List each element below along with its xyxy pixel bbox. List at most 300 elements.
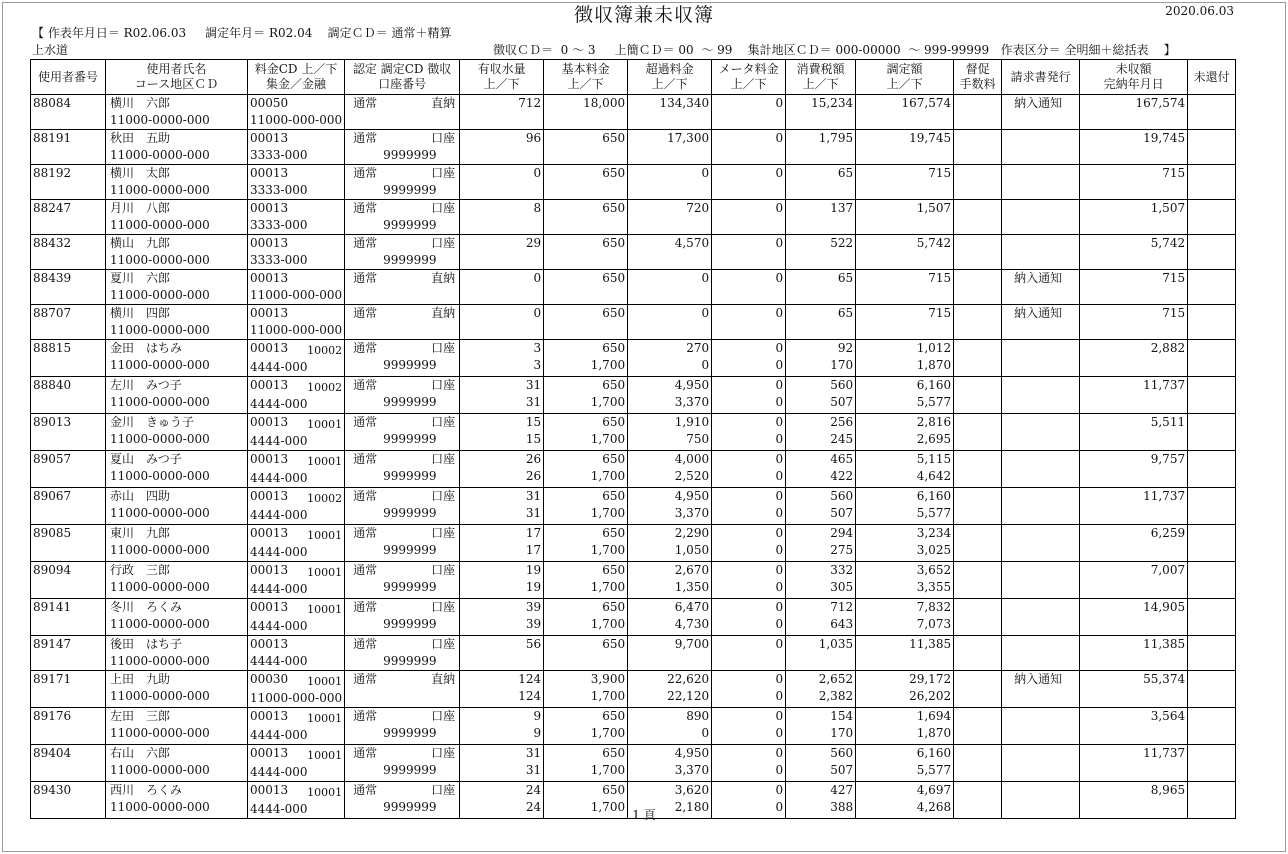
- column-header: [31, 60, 106, 95]
- column-header: [954, 60, 1002, 95]
- consumption-tax-cell: [786, 745, 856, 782]
- collection-code: 4444-000: [250, 765, 308, 779]
- excess-charge-cell: [628, 95, 712, 130]
- consumption-tax-upper: 560: [830, 746, 854, 760]
- basic-charge-cell: [544, 377, 628, 414]
- meter-charge-cell: [712, 414, 786, 451]
- table-row: [31, 451, 1236, 488]
- assessed-amount-cell: [856, 305, 954, 340]
- user-name-cell: [106, 414, 248, 451]
- outstanding-amount: 11,737: [1143, 746, 1186, 760]
- invoice-status: 納入通知: [1014, 271, 1063, 285]
- water-volume-upper: 3: [533, 341, 542, 355]
- user-number-cell: [31, 599, 106, 636]
- column-header: [544, 60, 628, 95]
- water-volume-cell: [460, 708, 544, 745]
- assessed-amount-cell: [856, 200, 954, 235]
- fee-code-line: [250, 130, 342, 147]
- excess-charge-upper: 6,470: [674, 600, 710, 614]
- column-header-line2: 完納年月日: [1103, 77, 1164, 91]
- collection-method: 口座: [431, 166, 456, 180]
- fee-code: 00013: [250, 563, 289, 577]
- assessment-line: [347, 708, 457, 725]
- table-row: [31, 525, 1236, 562]
- collection-method: 口座: [431, 415, 456, 429]
- consumption-tax-upper: 712: [830, 600, 854, 614]
- assessed-amount-upper: 5,115: [916, 452, 952, 466]
- invoice-cell: [1002, 525, 1080, 562]
- account-number: 9999999: [383, 506, 437, 520]
- invoice-cell: [1002, 671, 1080, 708]
- assessment-cell: [345, 745, 460, 782]
- consumption-tax-upper: 522: [830, 236, 854, 250]
- collection-code: 4444-000: [250, 802, 308, 816]
- page-number: 1 頁: [632, 808, 656, 822]
- assessed-amount-cell: [856, 130, 954, 165]
- fee-code-line: [250, 671, 342, 690]
- fee-code-cell: [248, 708, 345, 745]
- meter-charge-upper: 0: [775, 526, 784, 540]
- basic-charge-cell: [544, 488, 628, 525]
- assessed-amount-upper: 2,816: [916, 415, 952, 429]
- table-header-row: [31, 60, 1236, 95]
- assessment-cell: [345, 671, 460, 708]
- assessment-type: 通常: [353, 271, 378, 285]
- assessment-cell: [345, 599, 460, 636]
- column-header: [460, 60, 544, 95]
- water-volume-cell: [460, 377, 544, 414]
- meter-charge-cell: [712, 671, 786, 708]
- course-code: 11000-0000-000: [110, 432, 210, 446]
- water-volume-upper: 9: [533, 709, 542, 723]
- assessed-amount-cell: [856, 636, 954, 671]
- consumption-tax-lower: 245: [830, 432, 854, 446]
- reminder-fee-cell: [954, 340, 1002, 377]
- basic-charge-cell: [544, 745, 628, 782]
- column-header-line1: 消費税額: [796, 62, 845, 76]
- basic-charge-lower: 1,700: [590, 506, 626, 520]
- assessment-cell: [345, 708, 460, 745]
- column-header-line1: 認定 調定CD 徴収: [352, 62, 452, 76]
- meter-charge-upper: 0: [775, 236, 784, 250]
- user-number-cell: [31, 130, 106, 165]
- collection-method: 口座: [431, 131, 456, 145]
- user-number-cell: [31, 708, 106, 745]
- meter-charge-upper: 0: [775, 166, 784, 180]
- outstanding-amount: 19,745: [1143, 131, 1186, 145]
- reminder-fee-cell: [954, 671, 1002, 708]
- assessed-amount-upper: 29,172: [909, 672, 952, 686]
- assessed-amount-lower: 5,577: [916, 506, 952, 520]
- excess-charge-cell: [628, 305, 712, 340]
- assessment-line: [347, 414, 457, 431]
- meter-charge-cell: [712, 488, 786, 525]
- reminder-fee-cell: [954, 745, 1002, 782]
- water-volume-upper: 29: [525, 236, 542, 250]
- excess-charge-upper: 4,570: [674, 236, 710, 250]
- column-header-line2: 口座番号: [378, 77, 427, 91]
- basic-charge-upper: 650: [602, 378, 626, 392]
- course-code: 11000-0000-000: [110, 183, 210, 197]
- fee-code: 00013: [250, 131, 289, 145]
- user-number-cell: [31, 270, 106, 305]
- fee-code-line: [250, 636, 342, 653]
- collection-method: 口座: [431, 600, 456, 614]
- fee-code-line: [250, 377, 342, 396]
- assessment-type: 通常: [353, 96, 378, 110]
- user-number: 88247: [33, 201, 72, 215]
- assessed-amount-cell: [856, 708, 954, 745]
- excess-charge-cell: [628, 165, 712, 200]
- column-header: [1188, 60, 1236, 95]
- table-row: [31, 270, 1236, 305]
- assessed-amount-upper: 7,832: [916, 600, 952, 614]
- ledger-table: [30, 59, 1236, 819]
- water-volume-upper: 712: [518, 96, 542, 110]
- assessment-line: [347, 305, 457, 322]
- fee-code-lower: 10001: [307, 712, 343, 725]
- meter-charge-upper: 0: [775, 563, 784, 577]
- basic-charge-upper: 650: [602, 415, 626, 429]
- assessment-line: [347, 451, 457, 468]
- user-name-cell: [106, 377, 248, 414]
- meter-charge-cell: [712, 599, 786, 636]
- water-volume-cell: [460, 488, 544, 525]
- unrefunded-cell: [1188, 235, 1236, 270]
- basic-charge-upper: 650: [602, 709, 626, 723]
- collection-method: 口座: [431, 452, 456, 466]
- assessment-type: 通常: [353, 452, 378, 466]
- consumption-tax-upper: 65: [837, 166, 854, 180]
- consumption-tax-upper: 465: [830, 452, 854, 466]
- course-code: 11000-0000-000: [110, 113, 210, 127]
- account-number: 9999999: [383, 358, 437, 372]
- collection-method: 口座: [431, 201, 456, 215]
- collection-method: 口座: [431, 526, 456, 540]
- course-code: 11000-0000-000: [110, 469, 210, 483]
- outstanding-amount: 3,564: [1150, 709, 1186, 723]
- consumption-tax-lower: 2,382: [818, 689, 854, 703]
- column-header-line2: 上／下: [567, 77, 604, 91]
- assessed-amount-upper: 11,385: [909, 637, 952, 651]
- account-number: 9999999: [383, 580, 437, 594]
- water-volume-cell: [460, 305, 544, 340]
- water-volume-upper: 31: [525, 746, 542, 760]
- water-volume-cell: [460, 130, 544, 165]
- outstanding-cell: [1080, 200, 1188, 235]
- outstanding-amount: 5,511: [1150, 415, 1186, 429]
- consumption-tax-cell: [786, 340, 856, 377]
- assessment-line: [347, 95, 457, 112]
- reminder-fee-cell: [954, 200, 1002, 235]
- invoice-cell: [1002, 305, 1080, 340]
- meter-charge-cell: [712, 200, 786, 235]
- water-volume-cell: [460, 95, 544, 130]
- basic-charge-upper: 650: [602, 201, 626, 215]
- fee-code-cell: [248, 305, 345, 340]
- consumption-tax-lower: 643: [830, 617, 854, 631]
- meter-charge-cell: [712, 636, 786, 671]
- water-volume-cell: [460, 200, 544, 235]
- fee-code-cell: [248, 235, 345, 270]
- excess-charge-cell: [628, 525, 712, 562]
- assessment-type: 通常: [353, 166, 378, 180]
- consumption-tax-cell: [786, 671, 856, 708]
- basic-charge-upper: 650: [602, 526, 626, 540]
- table-row: [31, 708, 1236, 745]
- excess-charge-lower: 22,120: [667, 689, 710, 703]
- assessment-line: [347, 200, 457, 217]
- assessment-cell: [345, 165, 460, 200]
- assessed-amount-cell: [856, 165, 954, 200]
- user-number: 89404: [33, 746, 72, 760]
- assessed-amount-lower: 7,073: [916, 617, 952, 631]
- meter-charge-lower: 0: [775, 800, 784, 814]
- excess-charge-cell: [628, 130, 712, 165]
- user-number: 88840: [33, 378, 72, 392]
- table-row: [31, 745, 1236, 782]
- assessed-amount-lower: 4,642: [916, 469, 952, 483]
- collection-code: 4444-000: [250, 434, 308, 448]
- water-volume-cell: [460, 451, 544, 488]
- assessment-cell: [345, 235, 460, 270]
- excess-charge-cell: [628, 671, 712, 708]
- user-number: 88191: [33, 131, 72, 145]
- assessment-type: 通常: [353, 489, 378, 503]
- assessment-line: [347, 165, 457, 182]
- unrefunded-cell: [1188, 671, 1236, 708]
- outstanding-amount: 9,757: [1150, 452, 1186, 466]
- outstanding-amount: 11,737: [1143, 378, 1186, 392]
- meter-charge-cell: [712, 130, 786, 165]
- assessed-amount-upper: 6,160: [916, 746, 952, 760]
- assessment-cell: [345, 525, 460, 562]
- course-code: 11000-0000-000: [110, 543, 210, 557]
- fee-code-line: [250, 451, 342, 470]
- assessment-cell: [345, 270, 460, 305]
- outstanding-cell: [1080, 488, 1188, 525]
- user-name-cell: [106, 451, 248, 488]
- assessment-cell: [345, 636, 460, 671]
- basic-charge-lower: 1,700: [590, 469, 626, 483]
- unrefunded-cell: [1188, 377, 1236, 414]
- collection-code: 11000-000-000: [250, 288, 343, 302]
- excess-charge-lower: 0: [701, 726, 710, 740]
- user-number: 89013: [33, 415, 72, 429]
- column-header-line1: メータ料金: [718, 62, 779, 76]
- account-number: 9999999: [383, 218, 437, 232]
- user-name: 冬川 ろくみ: [110, 600, 183, 614]
- invoice-cell: [1002, 708, 1080, 745]
- consumption-tax-upper: 560: [830, 489, 854, 503]
- user-number-cell: [31, 488, 106, 525]
- outstanding-amount: 7,007: [1150, 563, 1186, 577]
- fee-code-lower: 10001: [307, 675, 343, 688]
- water-volume-lower: 31: [525, 395, 542, 409]
- consumption-tax-cell: [786, 488, 856, 525]
- meter-charge-lower: 0: [775, 726, 784, 740]
- fee-code: 00013: [250, 746, 289, 760]
- basic-charge-lower: 1,700: [590, 689, 626, 703]
- consumption-tax-cell: [786, 377, 856, 414]
- assessment-type: 通常: [353, 378, 378, 392]
- unrefunded-cell: [1188, 562, 1236, 599]
- water-volume-cell: [460, 745, 544, 782]
- water-volume-lower: 39: [525, 617, 542, 631]
- basic-charge-upper: 650: [602, 306, 626, 320]
- excess-charge-upper: 4,950: [674, 378, 710, 392]
- user-number: 89085: [33, 526, 72, 540]
- excess-charge-upper: 2,670: [674, 563, 710, 577]
- invoice-cell: [1002, 599, 1080, 636]
- account-number: 9999999: [383, 148, 437, 162]
- basic-charge-upper: 650: [602, 236, 626, 250]
- consumption-tax-lower: 507: [830, 506, 854, 520]
- meter-charge-cell: [712, 451, 786, 488]
- consumption-tax-cell: [786, 562, 856, 599]
- excess-charge-upper: 22,620: [667, 672, 710, 686]
- fee-code: 00030: [250, 672, 289, 686]
- basic-charge-cell: [544, 200, 628, 235]
- consumption-tax-cell: [786, 235, 856, 270]
- reminder-fee-cell: [954, 414, 1002, 451]
- water-volume-upper: 8: [533, 201, 542, 215]
- user-number-cell: [31, 95, 106, 130]
- user-name: 左川 みつ子: [110, 378, 182, 392]
- collection-code: 11000-000-000: [250, 113, 343, 127]
- meter-charge-cell: [712, 708, 786, 745]
- user-name: 横山 九郎: [110, 236, 171, 250]
- outstanding-cell: [1080, 165, 1188, 200]
- outstanding-cell: [1080, 451, 1188, 488]
- column-header: [1080, 60, 1188, 95]
- user-number-cell: [31, 414, 106, 451]
- fee-code-cell: [248, 340, 345, 377]
- fee-code: 00013: [250, 271, 289, 285]
- assessment-type: 通常: [353, 415, 378, 429]
- water-volume-lower: 19: [525, 580, 542, 594]
- assessment-type: 通常: [353, 131, 378, 145]
- user-name-cell: [106, 562, 248, 599]
- outstanding-cell: [1080, 525, 1188, 562]
- consumption-tax-lower: 422: [830, 469, 854, 483]
- excess-charge-upper: 17,300: [667, 131, 710, 145]
- collection-code: 11000-000-000: [250, 691, 343, 705]
- assessed-amount-cell: [856, 270, 954, 305]
- consumption-tax-cell: [786, 451, 856, 488]
- assessed-amount-upper: 715: [928, 271, 952, 285]
- fee-code-cell: [248, 165, 345, 200]
- assessed-amount-cell: [856, 340, 954, 377]
- excess-charge-cell: [628, 562, 712, 599]
- column-header-line1: 超過料金: [645, 62, 694, 76]
- assessment-cell: [345, 130, 460, 165]
- collection-code: 3333-000: [250, 148, 308, 162]
- fee-code: 00013: [250, 452, 289, 466]
- meter-charge-cell: [712, 235, 786, 270]
- basic-charge-lower: 1,700: [590, 800, 626, 814]
- excess-charge-upper: 1,910: [674, 415, 710, 429]
- unrefunded-cell: [1188, 636, 1236, 671]
- meter-charge-upper: 0: [775, 378, 784, 392]
- consumption-tax-cell: [786, 95, 856, 130]
- meter-charge-lower: 0: [775, 580, 784, 594]
- meter-charge-lower: 0: [775, 543, 784, 557]
- excess-charge-upper: 890: [686, 709, 710, 723]
- outstanding-amount: 55,374: [1143, 672, 1186, 686]
- assessed-amount-lower: 3,025: [916, 543, 952, 557]
- user-name: 上田 九助: [110, 672, 171, 686]
- consumption-tax-lower: 388: [830, 800, 854, 814]
- excess-charge-cell: [628, 340, 712, 377]
- reminder-fee-cell: [954, 95, 1002, 130]
- consumption-tax-upper: 332: [830, 563, 854, 577]
- user-name-cell: [106, 305, 248, 340]
- user-name-cell: [106, 745, 248, 782]
- assessment-line: [347, 636, 457, 653]
- account-number: 9999999: [383, 432, 437, 446]
- excess-charge-cell: [628, 200, 712, 235]
- meter-charge-cell: [712, 340, 786, 377]
- assessed-amount-lower: 4,268: [916, 800, 952, 814]
- basic-charge-lower: 1,700: [590, 580, 626, 594]
- collection-method: 口座: [431, 783, 456, 797]
- meter-charge-upper: 0: [775, 452, 784, 466]
- water-volume-cell: [460, 636, 544, 671]
- meter-charge-upper: 0: [775, 341, 784, 355]
- assessment-cell: [345, 95, 460, 130]
- user-number-cell: [31, 451, 106, 488]
- water-volume-upper: 0: [533, 271, 542, 285]
- column-header: [106, 60, 248, 95]
- assessed-amount-cell: [856, 599, 954, 636]
- excess-charge-upper: 134,340: [659, 96, 710, 110]
- course-code: 11000-0000-000: [110, 726, 210, 740]
- meter-charge-upper: 0: [775, 783, 784, 797]
- assessed-amount-lower: 1,870: [916, 358, 952, 372]
- fee-code-lower: 10001: [307, 603, 343, 616]
- collection-code: 4444-000: [250, 728, 308, 742]
- user-name-cell: [106, 95, 248, 130]
- column-header: [856, 60, 954, 95]
- basic-charge-upper: 650: [602, 166, 626, 180]
- basic-charge-lower: 1,700: [590, 543, 626, 557]
- water-volume-cell: [460, 599, 544, 636]
- account-number: 9999999: [383, 183, 437, 197]
- excess-charge-cell: [628, 488, 712, 525]
- collection-code: 11000-000-000: [250, 323, 343, 337]
- user-name: 夏川 六郎: [110, 271, 171, 285]
- fee-code: 00013: [250, 415, 289, 429]
- account-number: 9999999: [383, 800, 437, 814]
- excess-charge-upper: 270: [686, 341, 710, 355]
- assessed-amount-upper: 167,574: [901, 96, 952, 110]
- user-number: 89176: [33, 709, 72, 723]
- water-volume-lower: 31: [525, 506, 542, 520]
- column-header: [345, 60, 460, 95]
- assessment-cell: [345, 451, 460, 488]
- unrefunded-cell: [1188, 305, 1236, 340]
- course-code: 11000-0000-000: [110, 654, 210, 668]
- outstanding-amount: 8,965: [1150, 783, 1186, 797]
- outstanding-amount: 14,905: [1143, 600, 1186, 614]
- fee-code-line: [250, 305, 342, 322]
- user-name-cell: [106, 165, 248, 200]
- fee-code: 00013: [250, 341, 289, 355]
- section-label: 上水道: [32, 43, 69, 57]
- consumption-tax-lower: 507: [830, 763, 854, 777]
- outstanding-amount: 715: [1162, 306, 1186, 320]
